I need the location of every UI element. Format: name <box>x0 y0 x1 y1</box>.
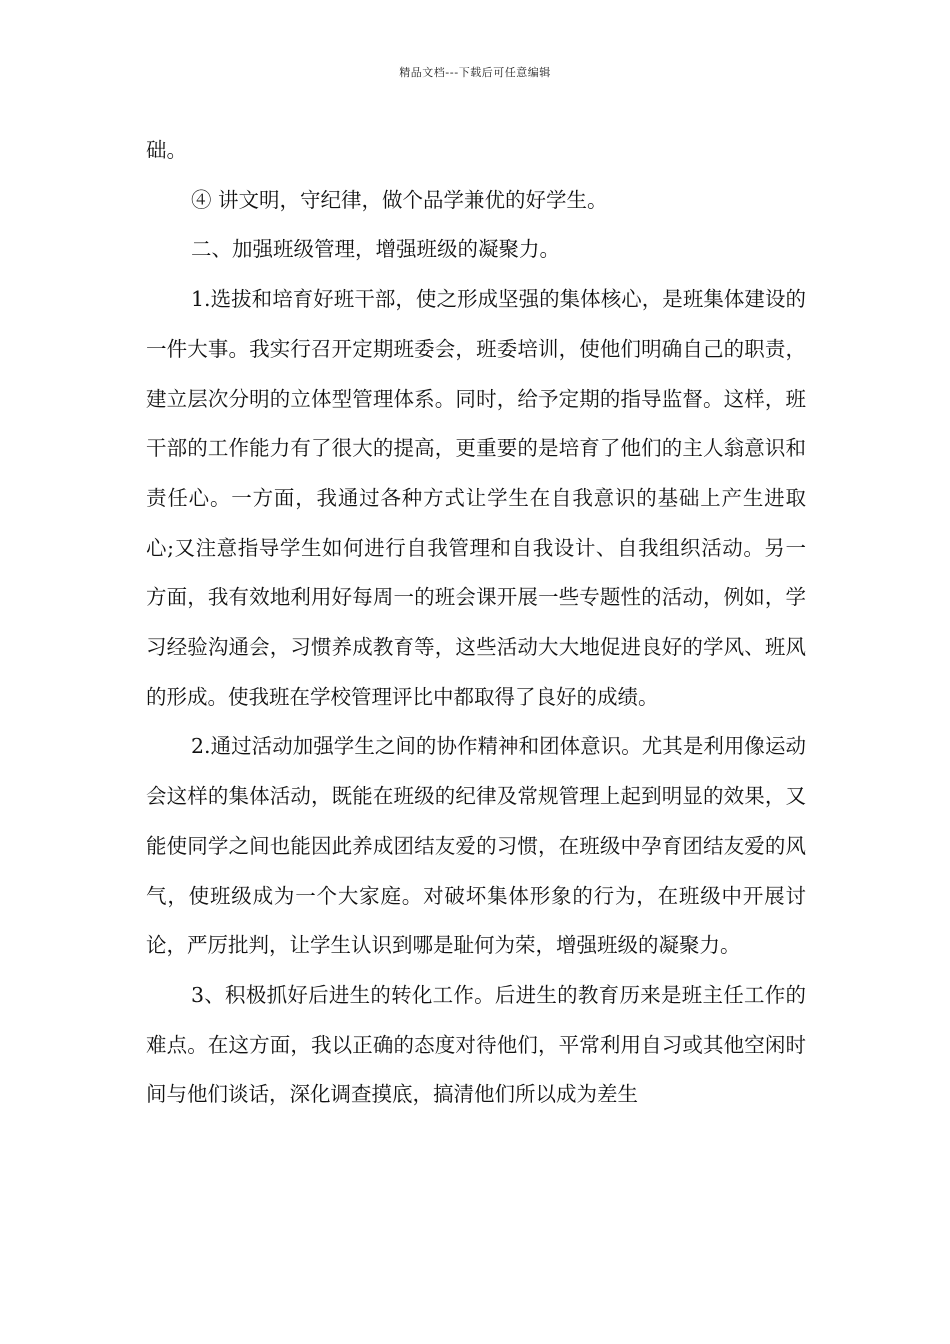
page-header: 精品文档---下载后可任意编辑 <box>399 66 551 79</box>
document-body <box>146 126 806 1120</box>
paragraph-continuation: 础。 <box>146 138 187 162</box>
section-heading-2: 二、加强班级管理，增强班级的凝聚力。 <box>191 237 560 262</box>
paragraph-point-1: 1.选拔和培育好班干部，使之形成坚强的集体核心，是班集体建设的一件大事。我实行召开定期班委会，班委培训，使他们明确自己的职责，建立层次分明的立体型管理体系。同时，给予定期的指导监督。这样，班干部的工作能力有了很大的提高，更重要的是培育了他们的主人翁意识和责任心。一方面，我通过各种方式让学生在自我意识的基础上产生进取心;又注意指导学生如何进行自我管理和自我设计、自我组织活动。另一方面，我有效地利用好每周一的班会课开展一些专题性的活动，例如，学习经验沟通会，习惯养成教育等，这些活动大大地促进良好的学风、班风的形成。使我班在学校管理评比中都取得了良好的成绩。 <box>146 287 806 709</box>
paragraph-point-2: 2.通过活动加强学生之间的协作精神和团体意识。尤其是利用像运动会这样的集体活动，既能在班级的纪律及常规管理上起到明显的效果，又能使同学之间也能因此养成团结友爱的习惯，在班级中孕育团结友爱的风气，使班级成为一个大家庭。对破坏集体形象的行为，在班级中开展讨论，严厉批判，让学生认识到哪是耻何为荣，增强班级的凝聚力。 <box>146 734 806 958</box>
paragraph-item-4: ④ 讲文明，守纪律，做个品学兼优的好学生。 <box>191 187 608 212</box>
paragraph-point-3: 3、积极抓好后进生的转化工作。后进生的教育历来是班主任工作的难点。在这方面，我以正确的态度对待他们，平常利用自习或其他空闲时间与他们谈话，深化调查摸底，搞清他们所以成为差生 <box>146 982 806 1107</box>
